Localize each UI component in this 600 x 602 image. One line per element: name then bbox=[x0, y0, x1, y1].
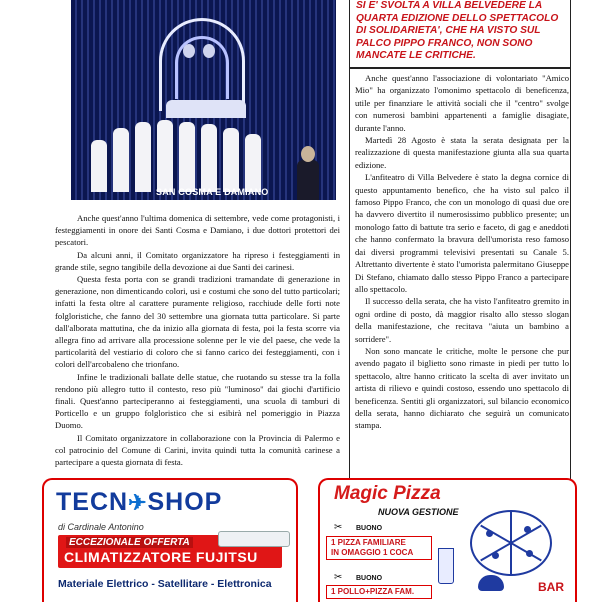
coupon-2 bbox=[326, 585, 432, 599]
tecnoshop-ad bbox=[42, 478, 298, 602]
article-paragraph: Anche quest'anno l'ultima domenica di settembre, vede come protagonisti, i festeggiamenti in onore dei Santi Cosma e Damiano, i due dottori protettori dei pescatori. bbox=[55, 213, 340, 248]
headline-divider bbox=[349, 67, 571, 69]
article-paragraph: Questa festa porta con se grandi tradizioni tramandate di generazione in generazione, non dimenticando colori, usi e costumi che sono del tutto particolari; infatti la festa oltre al carattere puramente religioso, racchiude delle forti note folgloristiche, che fanno del 30 settembre una giornata tutta particolare. Si parte dall'alborata mattutina, che da inizio alla giornata di festa, poi la festa scorre via allegra fino ad arrivare alla processione solenne per le vie del paese, che vede la particolarità del vestiario di coloro che si fanno carico dei festeggiamenti, con i colori dell'arcobaleno che trionfano. bbox=[55, 274, 340, 370]
tecnoshop-logo bbox=[56, 488, 222, 517]
bearer bbox=[201, 124, 217, 192]
coupon-label: BUONO bbox=[356, 575, 383, 582]
article-paragraph: Anche quest'anno l'associazione di volontariato "Amico Mio" ha organizzato l'omonimo spettacolo di beneficenza, utile per finanziare le attività sociali che il "centro" svolge con numerosi bambini appartenenti a famiglie disagiate, durante l'anno. bbox=[355, 73, 569, 133]
coupon-line: 1 POLLO+PIZZA FAM. bbox=[331, 587, 415, 596]
topping bbox=[492, 552, 499, 559]
bearer bbox=[113, 128, 129, 192]
article-paragraph: L'anfiteatro di Villa Belvedere è stato la degna cornice di questo appuntamento benefico, che ha visto sul palco il famoso Pippo Franco, che con un monologo di quasi due ore ha davvero divertito il numerosissimo pubblico presente; un monologo fatto di battute tra serio e faceto, di gag e aneddoti che hanno confermato la bravura dell'umorista reso famoso dai diversi programmi televisivi presentati su Canale 5. Altrettanto divertente è stato l'umorista palermitano Giuseppe Di Stefano, chiamato dallo stesso Pippo Franco a partecipare allo spettacolo. bbox=[355, 172, 569, 294]
tecnoshop-owner: di Cardinale Antonino bbox=[58, 522, 144, 532]
bar-label: BAR bbox=[538, 580, 564, 594]
globe-icon: ✈ bbox=[128, 490, 148, 515]
article-paragraph: Il Comitato organizzatore in collaborazione con la Provincia di Palermo e col patrocinio del Comune di Carini, invita quindi tutta la comunità carinese a partecipare a questa giornata di festa. bbox=[55, 432, 340, 468]
topping bbox=[526, 550, 533, 557]
logo-text-left: TECN bbox=[56, 488, 129, 516]
statue-niche bbox=[175, 36, 229, 99]
statue-head bbox=[203, 44, 215, 58]
bearer bbox=[91, 140, 107, 192]
topping bbox=[486, 530, 493, 537]
scissors-icon: ✂ bbox=[334, 522, 343, 533]
burger-icon bbox=[478, 575, 504, 591]
article-paragraph: Martedì 28 Agosto è stata la serata designata per la realizzazione di questa manifestazione giunta alla sua quarta edizione. bbox=[355, 135, 569, 170]
coupon-line: IN OMAGGIO 1 COCA bbox=[331, 548, 414, 557]
statue-head bbox=[183, 44, 195, 58]
coupon-label: BUONO bbox=[356, 525, 383, 532]
article-paragraph: Infine le tradizionali ballate delle statue, che ruotando su stesse tra la folla rendono più allegro tutto il contesto, reso più "luminoso" dai giochi d'artificio finali. Quest'anno parteciperanno ai festeggiamenti, una scuola di tamburi di Porticello e un gruppo folgloristico che si esibirà nel pomeriggio in Piazza Duomo. bbox=[55, 371, 340, 431]
bearer bbox=[223, 128, 239, 192]
article-paragraph: Non sono mancate le critiche, molte le persone che pur avendo pagato il biglietto sono rimaste in piedi per tutto lo spettacolo, altre hanno criticato la scelta di aver invitato un artista di rilievo e quindi costoso, essendo uno spettacolo di beneficenza. Sentiti gli organizzatori, sul bilancio economico della serata, hanno dichiarato che seguirà un comunicato stampa. bbox=[355, 345, 569, 431]
coupon-1 bbox=[326, 536, 432, 560]
offer-label: ECCEZIONALE OFFERTA bbox=[66, 537, 193, 548]
bearer bbox=[157, 120, 173, 192]
offer-banner bbox=[58, 535, 282, 568]
spectator bbox=[297, 160, 319, 200]
left-article bbox=[55, 212, 340, 468]
logo-text-right: SHOP bbox=[147, 488, 223, 516]
topping bbox=[524, 526, 531, 533]
bearer bbox=[179, 122, 195, 192]
right-article-body bbox=[355, 72, 569, 432]
magic-pizza-ad bbox=[318, 478, 577, 602]
procession-photo bbox=[71, 0, 336, 200]
air-conditioner-icon bbox=[218, 531, 290, 547]
pizza-icon bbox=[470, 510, 552, 576]
bearer bbox=[135, 122, 151, 192]
scissors-icon: ✂ bbox=[334, 572, 343, 583]
spectator-head bbox=[301, 146, 315, 162]
article-paragraph: Il successo della serata, che ha visto l'anfiteatro gremito in ogni ordine di posto, dà maggior risalto allo stesso slogan della manifestazione, che recitava "aiuta un bambino a sorridere". bbox=[355, 296, 569, 344]
pizza-title: Magic Pizza bbox=[334, 483, 441, 504]
pizza-subtitle: NUOVA GESTIONE bbox=[378, 507, 459, 517]
product-categories: Materiale Elettrico - Satellitare - Elettronica bbox=[58, 578, 272, 590]
coupon-line: 1 PIZZA FAMILIARE bbox=[331, 538, 406, 547]
statue-base bbox=[166, 100, 246, 118]
right-article-headline: SI E' SVOLTA A VILLA BELVEDERE LA QUARTA EDIZIONE DELLO SPETTACOLO DI SOLIDARIETA', CHE HA VISTO SUL PALCO PIPPO FRANCO, NON SONO MANCATE LE CRITICHE. bbox=[356, 0, 559, 62]
bearer bbox=[245, 134, 261, 192]
photo-caption: SAN COSMA E DAMIANO bbox=[156, 187, 269, 197]
product-label: CLIMATIZZATORE FUJITSU bbox=[64, 549, 258, 565]
drink-icon bbox=[438, 548, 454, 584]
article-paragraph: Da alcuni anni, il Comitato organizzatore ha ripreso i festeggiamenti in grande stile, segno tangibile della devozione ai due Santi dei carinesi. bbox=[55, 249, 340, 272]
